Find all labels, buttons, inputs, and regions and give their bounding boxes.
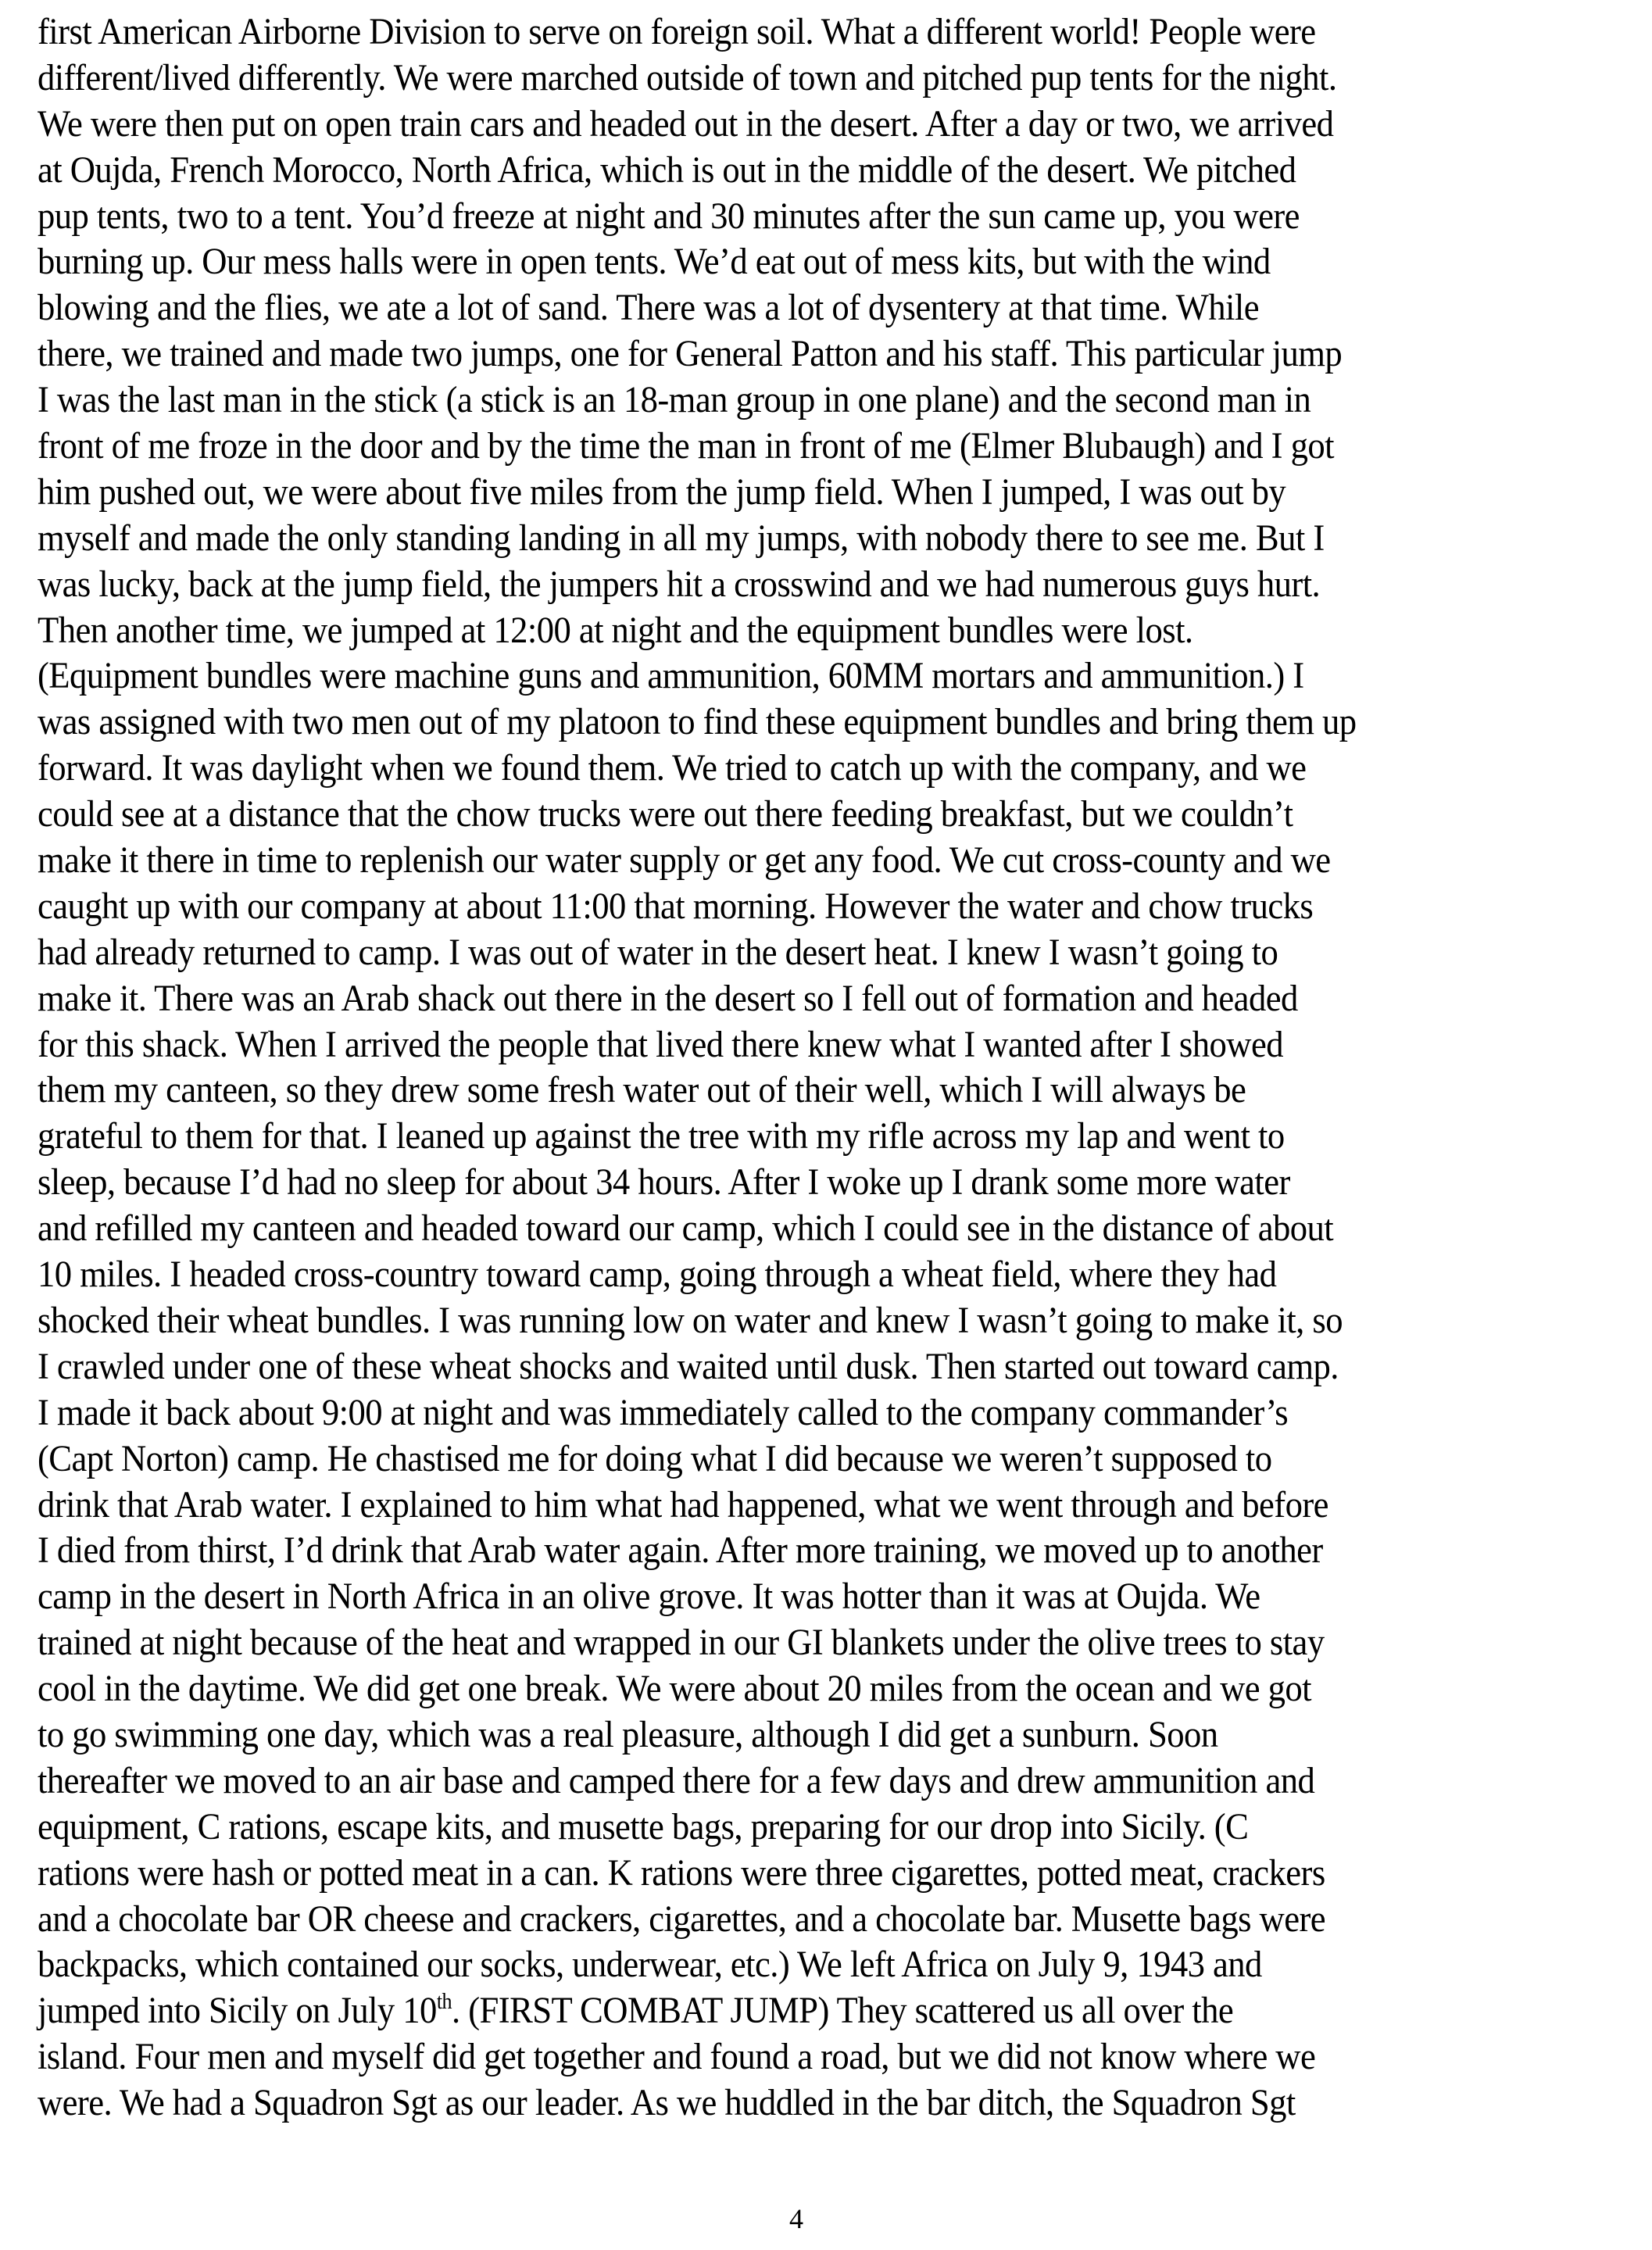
text-line: I died from thirst, I’d drink that Arab water again. After more training, we moved up to another [38,1529,1323,1572]
text-line: (Equipment bundles were machine guns and ammunition, 60MM mortars and ammunition.) I [38,655,1304,697]
text-line: backpacks, which contained our socks, underwear, etc.) We left Africa on July 9, 1943 and [38,1944,1262,1986]
page-number: 4 [789,2203,803,2234]
text-line-with-superscript [38,1988,1520,2034]
text-line: make it. There was an Arab shack out there in the desert so I fell out of formation and headed [38,977,1298,1019]
text-segment: jumped into Sicily on July 10 [38,1990,437,2032]
text-line: sleep, because I’d had no sleep for about 34 hours. After I woke up I drank some more water [38,1161,1290,1204]
text-line: for this shack. When I arrived the people that lived there knew what I wanted after I showed [38,1023,1283,1065]
text-segment: . (FIRST COMBAT JUMP) They scattered us all over the [451,1990,1234,2032]
ordinal-superscript: th [436,1990,452,2015]
text-line: was lucky, back at the jump field, the jumpers hit a crosswind and we had numerous guys hurt. [38,563,1321,605]
text-line: caught up with our company at about 11:00 that morning. However the water and chow trucks [38,885,1314,927]
body-text [38,9,1520,2127]
text-line: him pushed out, we were about five miles from the jump field. When I jumped, I was out by [38,470,1286,513]
text-line: make it there in time to replenish our water supply or get any food. We cut cross-county and we [38,839,1331,882]
text-line: I was the last man in the stick (a stick is an 18-man group in one plane) and the second man in [38,379,1311,421]
text-line: island. Four men and myself did get together and found a road, but we did not know where we [38,2036,1316,2078]
text-line: first American Airborne Division to serve on foreign soil. What a different world! People were [38,11,1316,52]
text-line: (Capt Norton) camp. He chastised me for doing what I did because we weren’t supposed to [38,1437,1272,1479]
text-line: blowing and the flies, we ate a lot of sand. There was a lot of dysentery at that time. While [38,287,1259,329]
text-line: drink that Arab water. I explained to him what had happened, what we went through and before [38,1483,1328,1526]
text-line: equipment, C rations, escape kits, and musette bags, preparing for our drop into Sicily. (C [38,1805,1249,1848]
text-line: there, we trained and made two jumps, one for General Patton and his staff. This particular jump [38,333,1343,375]
text-line: 10 miles. I headed cross-country toward camp, going through a wheat field, where they had [38,1254,1277,1296]
text-line: grateful to them for that. I leaned up against the tree with my rifle across my lap and went to [38,1115,1285,1157]
text-line: could see at a distance that the chow trucks were out there feeding breakfast, but we couldn’t [38,793,1293,835]
text-line: had already returned to camp. I was out of water in the desert heat. I knew I wasn’t going to [38,931,1278,973]
text-line: rations were hash or potted meat in a can. K rations were three cigarettes, potted meat, crackers [38,1851,1325,1894]
text-line: were. We had a Squadron Sgt as our leader. As we huddled in the bar ditch, the Squadron Sgt [38,2082,1296,2124]
text-line: thereafter we moved to an air base and camped there for a few days and drew ammunition and [38,1759,1315,1801]
text-line: to go swimming one day, which was a real pleasure, although I did get a sunburn. Soon [38,1713,1218,1755]
text-line: trained at night because of the heat and wrapped in our GI blankets under the olive trees to stay [38,1622,1325,1664]
text-line: I crawled under one of these wheat shocks and waited until dusk. Then started out toward camp. [38,1345,1339,1387]
text-line: myself and made the only standing landing in all my jumps, with nobody there to see me. But I [38,517,1325,559]
text-line: and refilled my canteen and headed toward our camp, which I could see in the distance of about [38,1207,1334,1250]
text-line: at Oujda, French Morocco, North Africa, which is out in the middle of the desert. We pitched [38,148,1296,191]
text-line: Then another time, we jumped at 12:00 at night and the equipment bundles were lost. [38,609,1193,651]
text-line: I made it back about 9:00 at night and was immediately called to the company commander’s [38,1391,1289,1433]
text-line: forward. It was daylight when we found them. We tried to catch up with the company, and we [38,747,1307,789]
text-line: different/lived differently. We were marched outside of town and pitched pup tents for the night. [38,56,1337,98]
text-line: camp in the desert in North Africa in an olive grove. It was hotter than it was at Oujda. We [38,1576,1260,1618]
text-line: and a chocolate bar OR cheese and crackers, cigarettes, and a chocolate bar. Musette bags were [38,1898,1326,1940]
text-line: shocked their wheat bundles. I was running low on water and knew I wasn’t going to make it, so [38,1299,1343,1341]
text-line: We were then put on open train cars and headed out in the desert. After a day or two, we arrived [38,102,1334,145]
text-line: cool in the daytime. We did get one break. We were about 20 miles from the ocean and we got [38,1668,1311,1710]
text-line: burning up. Our mess halls were in open tents. We’d eat out of mess kits, but with the wind [38,241,1271,283]
text-line: pup tents, two to a tent. You’d freeze at night and 30 minutes after the sun came up, you were [38,195,1300,237]
text-line: front of me froze in the door and by the time the man in front of me (Elmer Blubaugh) and I got [38,425,1334,467]
text-line: them my canteen, so they drew some fresh water out of their well, which I will always be [38,1069,1246,1111]
text-line: was assigned with two men out of my platoon to find these equipment bundles and bring them up [38,701,1357,743]
